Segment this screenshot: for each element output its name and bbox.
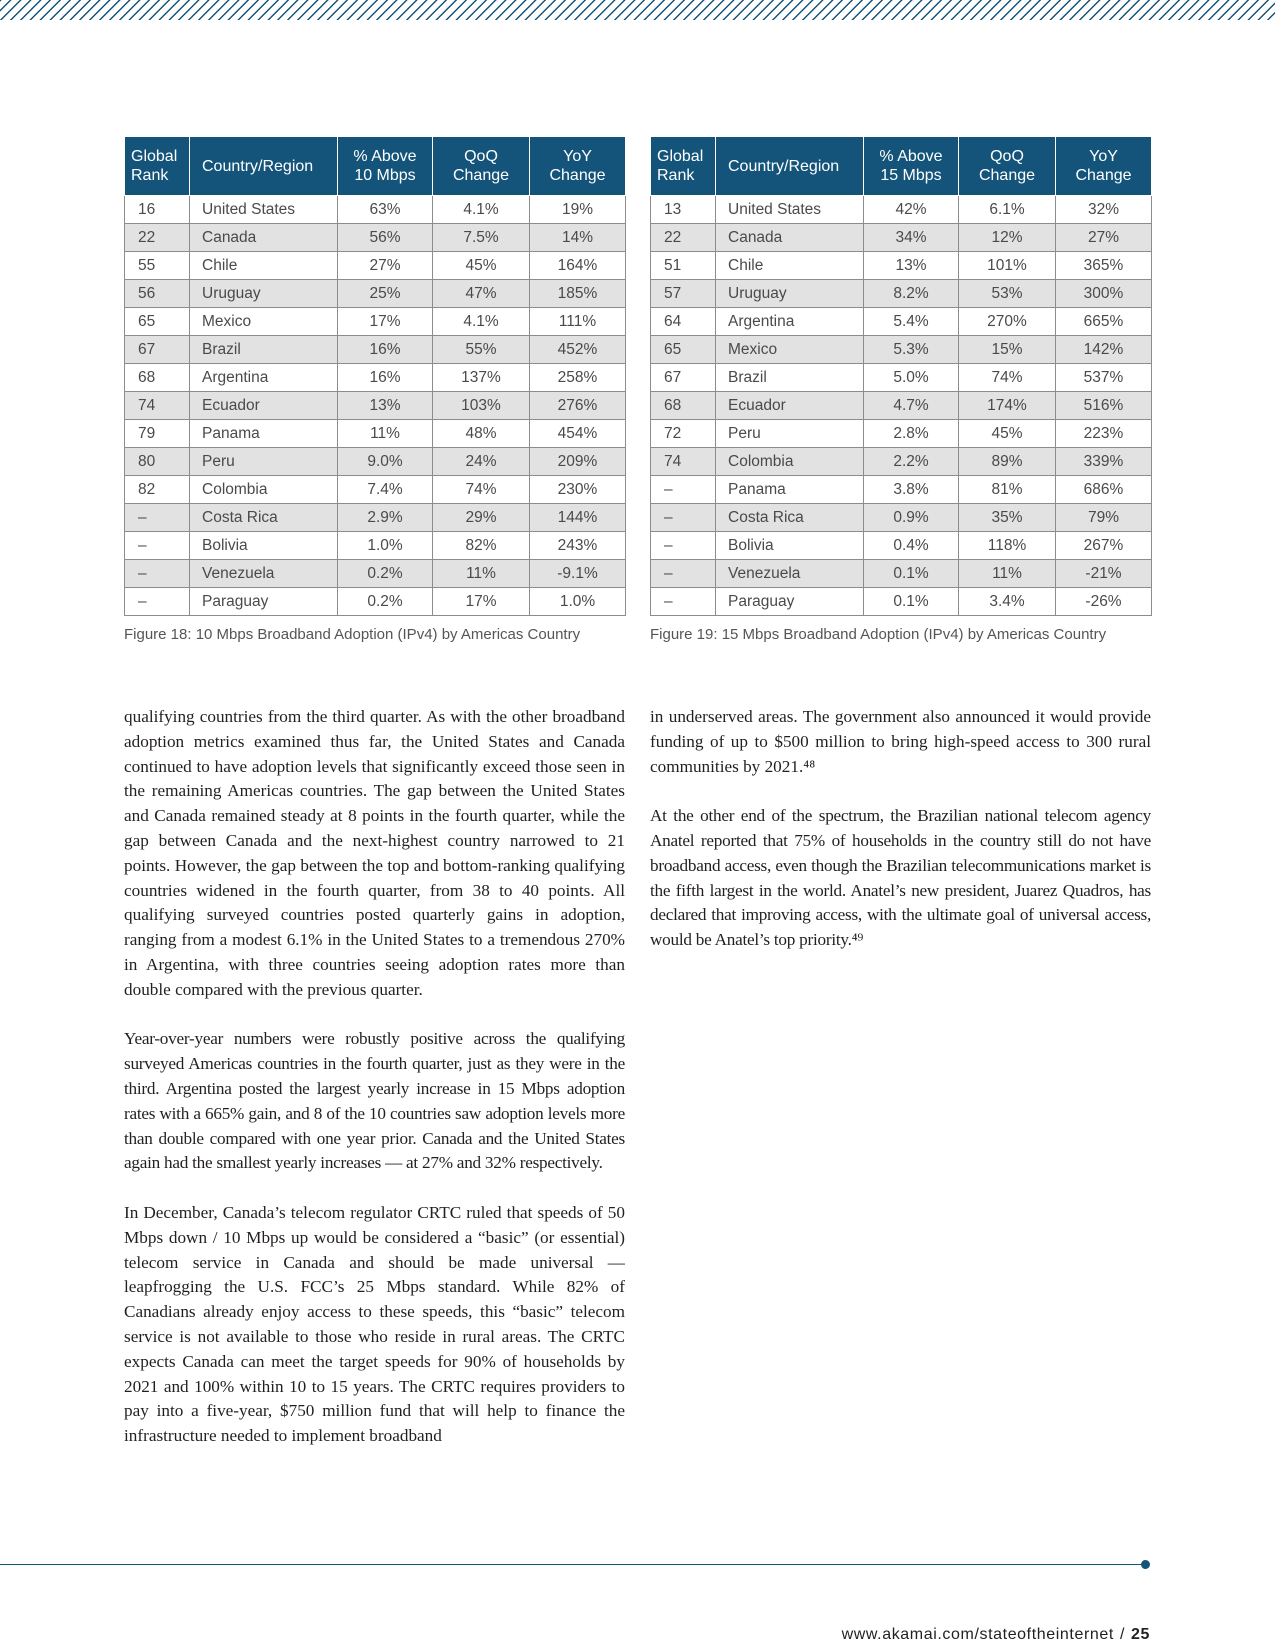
header-yoy-change: YoY Change: [1056, 137, 1152, 196]
figure-18: [124, 136, 625, 643]
cell-country: Costa Rica: [716, 504, 864, 532]
table-row: [651, 392, 1152, 420]
cell-rank: 80: [125, 448, 190, 476]
table-row: [125, 224, 626, 252]
figure-caption: Figure 18: 10 Mbps Broadband Adoption (IPv4) by Americas Country: [124, 626, 581, 643]
cell-qoq: 74%: [433, 476, 530, 504]
table-row: [651, 560, 1152, 588]
cell-qoq: 12%: [959, 224, 1056, 252]
header-percent-above: % Above 15 Mbps: [864, 137, 959, 196]
cell-percent: 42%: [864, 196, 959, 224]
body-paragraph: In December, Canada’s telecom regulator CRTC ruled that speeds of 50 Mbps down / 10 Mbps up would be considered a “basic” (or essential) telecom service in Canada and should be made universal — leapfrogging the U.S. FCC’s 25 Mbps standard. While 82% of Canadians already enjoy access to these speeds, this “basic” telecom service is not available to those who reside in rural areas. The CRTC expects Canada can meet the target speeds for 90% of households by 2021 and 100% within 10 to 15 years. The CRTC requires providers to pay into a five-year, $750 million fund that will help to finance the infrastructure needed to implement broadband: [124, 1202, 625, 1446]
cell-yoy: 243%: [530, 532, 626, 560]
cell-percent: 9.0%: [338, 448, 433, 476]
cell-percent: 17%: [338, 308, 433, 336]
cell-rank: –: [651, 560, 716, 588]
table-row: [125, 504, 626, 532]
table-row: [651, 588, 1152, 616]
body-column-left: [124, 705, 625, 1474]
cell-yoy: 19%: [530, 196, 626, 224]
cell-rank: 22: [125, 224, 190, 252]
cell-yoy: 365%: [1056, 252, 1152, 280]
body-paragraph: Year-over-year numbers were robustly positive across the qualifying surveyed Americas countries in the fourth quarter, just as they were in the third. Argentina posted the largest yearly increase in 15 Mbps adoption rates with a 665% gain, and 8 of the 10 countries saw adoption levels more than double compared with one year prior. Canada and the United States again had the smallest yearly increases — at 27% and 32% respectively.: [124, 1029, 625, 1173]
cell-yoy: 339%: [1056, 448, 1152, 476]
cell-rank: 64: [651, 308, 716, 336]
cell-percent: 11%: [338, 420, 433, 448]
table-row: [651, 364, 1152, 392]
cell-yoy: 452%: [530, 336, 626, 364]
cell-percent: 13%: [338, 392, 433, 420]
cell-country: Mexico: [716, 336, 864, 364]
cell-rank: 16: [125, 196, 190, 224]
table-header-row: [651, 137, 1152, 196]
cell-qoq: 4.1%: [433, 308, 530, 336]
cell-qoq: 103%: [433, 392, 530, 420]
table-row: [125, 588, 626, 616]
cell-country: Mexico: [190, 308, 338, 336]
cell-percent: 2.2%: [864, 448, 959, 476]
cell-rank: –: [125, 504, 190, 532]
cell-percent: 63%: [338, 196, 433, 224]
table-row: [651, 308, 1152, 336]
cell-qoq: 4.1%: [433, 196, 530, 224]
table-row: [651, 252, 1152, 280]
cell-country: Bolivia: [190, 532, 338, 560]
table-row: [125, 196, 626, 224]
table-15mbps-adoption: [650, 136, 1152, 616]
cell-country: United States: [190, 196, 338, 224]
cell-country: Panama: [716, 476, 864, 504]
cell-yoy: 230%: [530, 476, 626, 504]
cell-qoq: 17%: [433, 588, 530, 616]
cell-qoq: 7.5%: [433, 224, 530, 252]
cell-country: Brazil: [190, 336, 338, 364]
cell-qoq: 24%: [433, 448, 530, 476]
table-10mbps-adoption: [124, 136, 626, 616]
cell-yoy: 144%: [530, 504, 626, 532]
body-column-right: [650, 705, 1151, 978]
cell-rank: 67: [125, 336, 190, 364]
cell-percent: 2.8%: [864, 420, 959, 448]
cell-percent: 27%: [338, 252, 433, 280]
table-row: [125, 308, 626, 336]
cell-rank: 65: [125, 308, 190, 336]
cell-qoq: 101%: [959, 252, 1056, 280]
cell-yoy: 267%: [1056, 532, 1152, 560]
header-qoq-change: QoQ Change: [433, 137, 530, 196]
cell-qoq: 11%: [433, 560, 530, 588]
cell-percent: 8.2%: [864, 280, 959, 308]
cell-qoq: 55%: [433, 336, 530, 364]
page-number: 25: [1131, 1626, 1150, 1643]
cell-yoy: -26%: [1056, 588, 1152, 616]
cell-rank: –: [651, 476, 716, 504]
table-row: [125, 532, 626, 560]
cell-yoy: 537%: [1056, 364, 1152, 392]
table-row: [651, 420, 1152, 448]
cell-percent: 5.4%: [864, 308, 959, 336]
cell-yoy: 1.0%: [530, 588, 626, 616]
cell-rank: 13: [651, 196, 716, 224]
footer: [842, 1626, 1150, 1644]
cell-percent: 0.1%: [864, 560, 959, 588]
cell-rank: 68: [651, 392, 716, 420]
cell-country: Paraguay: [190, 588, 338, 616]
cell-yoy: 185%: [530, 280, 626, 308]
cell-country: Chile: [190, 252, 338, 280]
cell-yoy: 164%: [530, 252, 626, 280]
table-row: [651, 196, 1152, 224]
cell-qoq: 6.1%: [959, 196, 1056, 224]
cell-rank: –: [125, 560, 190, 588]
cell-yoy: 111%: [530, 308, 626, 336]
cell-percent: 16%: [338, 336, 433, 364]
header-global-rank: Global Rank: [651, 137, 716, 196]
table-row: [125, 252, 626, 280]
header-global-rank: Global Rank: [125, 137, 190, 196]
header-country-region: Country/Region: [190, 137, 338, 196]
cell-qoq: 29%: [433, 504, 530, 532]
cell-rank: 79: [125, 420, 190, 448]
cell-qoq: 74%: [959, 364, 1056, 392]
cell-rank: –: [125, 532, 190, 560]
cell-percent: 3.8%: [864, 476, 959, 504]
cell-country: Argentina: [716, 308, 864, 336]
body-paragraph: qualifying countries from the third quarter. As with the other broadband adoption metrics examined thus far, the United States and Canada continued to have adoption levels that significantly exceed those seen in the remaining Americas countries. The gap between the United States and Canada remained steady at 8 points in the fourth quarter, while the gap between Canada and the next-highest country narrowed to 21 points. However, the gap between the top and bottom-ranking qualifying countries widened in the fourth quarter, from 38 to 40 points. All qualifying surveyed countries posted quarterly gains in adoption, ranging from a modest 6.1% in the United States to a tremendous 270% in Argentina, with three countries seeing adoption rates more than double compared with the previous quarter.: [124, 707, 625, 999]
cell-yoy: 14%: [530, 224, 626, 252]
footer-url-link[interactable]: www.akamai.com/stateoftheinternet: [841, 1626, 1114, 1643]
cell-rank: 82: [125, 476, 190, 504]
header-yoy-change: YoY Change: [530, 137, 626, 196]
cell-country: Ecuador: [190, 392, 338, 420]
cell-yoy: 223%: [1056, 420, 1152, 448]
cell-country: Paraguay: [716, 588, 864, 616]
cell-percent: 25%: [338, 280, 433, 308]
header-hatch-band: [0, 0, 1275, 20]
cell-qoq: 53%: [959, 280, 1056, 308]
table-row: [125, 364, 626, 392]
cell-yoy: 300%: [1056, 280, 1152, 308]
cell-rank: 57: [651, 280, 716, 308]
table-header-row: [125, 137, 626, 196]
cell-rank: 65: [651, 336, 716, 364]
table-row: [651, 476, 1152, 504]
cell-country: Colombia: [190, 476, 338, 504]
header-qoq-change: QoQ Change: [959, 137, 1056, 196]
cell-country: Bolivia: [716, 532, 864, 560]
cell-yoy: 516%: [1056, 392, 1152, 420]
cell-yoy: 276%: [530, 392, 626, 420]
cell-percent: 0.1%: [864, 588, 959, 616]
cell-qoq: 47%: [433, 280, 530, 308]
cell-qoq: 15%: [959, 336, 1056, 364]
cell-rank: –: [651, 504, 716, 532]
cell-country: Chile: [716, 252, 864, 280]
cell-yoy: 142%: [1056, 336, 1152, 364]
cell-yoy: 686%: [1056, 476, 1152, 504]
table-row: [651, 532, 1152, 560]
table-row: [125, 420, 626, 448]
cell-rank: –: [651, 532, 716, 560]
cell-percent: 56%: [338, 224, 433, 252]
table-row: [125, 280, 626, 308]
table-row: [651, 336, 1152, 364]
cell-country: Costa Rica: [190, 504, 338, 532]
body-paragraph: in underserved areas. The government also announced it would provide funding of up to $500 million to bring high-speed access to 300 rural communities by 2021.⁴⁸: [650, 707, 1151, 776]
table-row: [125, 336, 626, 364]
cell-qoq: 45%: [959, 420, 1056, 448]
cell-qoq: 82%: [433, 532, 530, 560]
cell-percent: 2.9%: [338, 504, 433, 532]
cell-country: Uruguay: [190, 280, 338, 308]
cell-qoq: 45%: [433, 252, 530, 280]
cell-qoq: 81%: [959, 476, 1056, 504]
cell-yoy: -9.1%: [530, 560, 626, 588]
header-country-region: Country/Region: [716, 137, 864, 196]
cell-percent: 4.7%: [864, 392, 959, 420]
cell-yoy: 79%: [1056, 504, 1152, 532]
cell-rank: –: [651, 588, 716, 616]
cell-qoq: 118%: [959, 532, 1056, 560]
cell-percent: 34%: [864, 224, 959, 252]
table-row: [125, 448, 626, 476]
cell-qoq: 270%: [959, 308, 1056, 336]
cell-rank: 51: [651, 252, 716, 280]
cell-qoq: 11%: [959, 560, 1056, 588]
table-row: [651, 224, 1152, 252]
cell-country: Brazil: [716, 364, 864, 392]
footer-rule: [0, 1564, 1144, 1565]
cell-rank: 74: [651, 448, 716, 476]
cell-percent: 0.9%: [864, 504, 959, 532]
cell-rank: 56: [125, 280, 190, 308]
cell-qoq: 48%: [433, 420, 530, 448]
cell-country: Colombia: [716, 448, 864, 476]
cell-qoq: 89%: [959, 448, 1056, 476]
cell-yoy: 665%: [1056, 308, 1152, 336]
cell-percent: 5.0%: [864, 364, 959, 392]
table-row: [651, 448, 1152, 476]
cell-country: Venezuela: [190, 560, 338, 588]
cell-qoq: 174%: [959, 392, 1056, 420]
cell-percent: 1.0%: [338, 532, 433, 560]
cell-country: Canada: [190, 224, 338, 252]
cell-country: Panama: [190, 420, 338, 448]
cell-rank: 67: [651, 364, 716, 392]
cell-percent: 13%: [864, 252, 959, 280]
cell-country: Ecuador: [716, 392, 864, 420]
cell-percent: 7.4%: [338, 476, 433, 504]
cell-country: Peru: [190, 448, 338, 476]
figure-19: [650, 136, 1151, 643]
cell-percent: 0.2%: [338, 560, 433, 588]
cell-percent: 0.4%: [864, 532, 959, 560]
cell-yoy: 27%: [1056, 224, 1152, 252]
footer-separator: /: [1119, 1626, 1125, 1643]
table-row: [125, 476, 626, 504]
table-row: [651, 280, 1152, 308]
table-row: [125, 392, 626, 420]
header-percent-above: % Above 10 Mbps: [338, 137, 433, 196]
cell-yoy: -21%: [1056, 560, 1152, 588]
cell-percent: 16%: [338, 364, 433, 392]
cell-rank: –: [125, 588, 190, 616]
cell-rank: 68: [125, 364, 190, 392]
table-row: [125, 560, 626, 588]
cell-percent: 0.2%: [338, 588, 433, 616]
cell-country: Uruguay: [716, 280, 864, 308]
cell-country: Canada: [716, 224, 864, 252]
footer-rule-dot: [1141, 1560, 1150, 1569]
cell-yoy: 209%: [530, 448, 626, 476]
cell-rank: 72: [651, 420, 716, 448]
cell-percent: 5.3%: [864, 336, 959, 364]
cell-country: Venezuela: [716, 560, 864, 588]
cell-yoy: 32%: [1056, 196, 1152, 224]
cell-qoq: 35%: [959, 504, 1056, 532]
cell-qoq: 137%: [433, 364, 530, 392]
cell-rank: 74: [125, 392, 190, 420]
cell-country: Peru: [716, 420, 864, 448]
cell-country: Argentina: [190, 364, 338, 392]
cell-yoy: 258%: [530, 364, 626, 392]
figure-caption: Figure 19: 15 Mbps Broadband Adoption (IPv4) by Americas Country: [650, 626, 1107, 643]
cell-qoq: 3.4%: [959, 588, 1056, 616]
cell-rank: 55: [125, 252, 190, 280]
cell-yoy: 454%: [530, 420, 626, 448]
table-row: [651, 504, 1152, 532]
cell-country: United States: [716, 196, 864, 224]
cell-rank: 22: [651, 224, 716, 252]
body-paragraph: At the other end of the spectrum, the Brazilian national telecom agency Anatel reported that 75% of households in the country still do not have broadband access, even though the Brazilian telecommunications market is the fifth largest in the world. Anatel’s new president, Juarez Quadros, has declared that improving access, with the ultimate goal of universal access, would be Anatel’s top priority.⁴⁹: [650, 806, 1151, 950]
